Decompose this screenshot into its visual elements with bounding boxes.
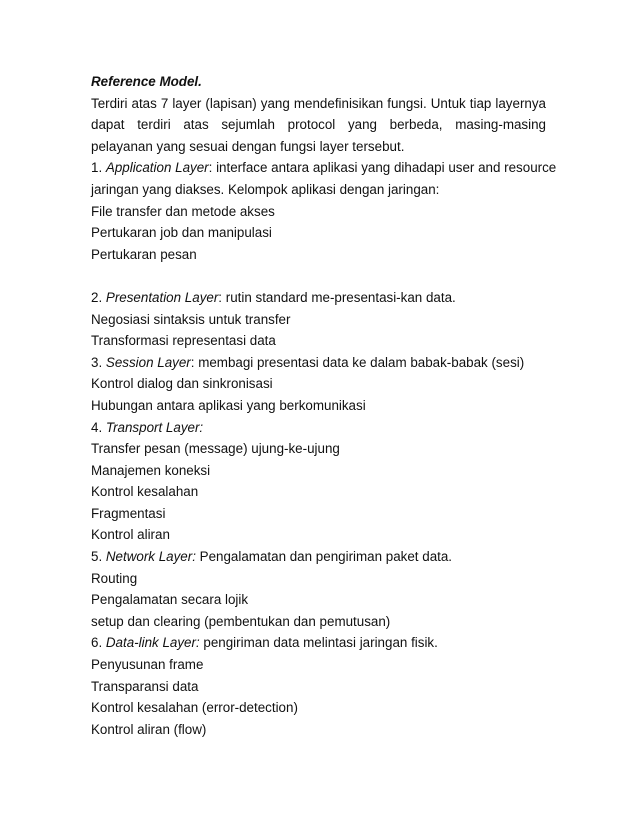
layer-heading-network [91, 546, 546, 568]
layer-description-continuation: jaringan yang diakses. Kelompok aplikasi dengan jaringan: [91, 181, 440, 197]
layer-description: : rutin standard me-presentasi-kan data. [218, 289, 456, 305]
list-item: Routing [91, 570, 138, 586]
layer-heading-application [91, 157, 557, 179]
layer-name: Presentation Layer [105, 289, 219, 305]
layer-heading-session [91, 352, 546, 374]
list-item: Transfer pesan (message) ujung-ke-ujung [91, 441, 340, 457]
list-item: Penyusunan frame [91, 657, 204, 673]
layer-name: Data-link Layer: [105, 635, 200, 651]
layer-name: Session Layer [105, 354, 191, 370]
layer-number: 2. [91, 289, 106, 305]
layer-number: 3. [91, 354, 106, 370]
list-item: Transformasi representasi data [91, 333, 276, 349]
list-item: Pertukaran pesan [91, 246, 197, 262]
layer-description: pengiriman data melintasi jaringan fisik. [199, 635, 438, 651]
layer-name: Application Layer [105, 160, 209, 176]
layer-name: Transport Layer: [105, 419, 204, 435]
list-item: Manajemen koneksi [91, 462, 211, 478]
layer-heading-presentation [91, 287, 546, 309]
layer-number: 4. [91, 419, 106, 435]
layer-number: 1. [91, 160, 106, 176]
layer-description: : interface antara aplikasi yang dihadapi user and resource [208, 160, 557, 176]
layer-heading-data-link [91, 632, 546, 654]
list-item: Kontrol aliran [91, 527, 170, 543]
document-body [91, 71, 557, 740]
list-item: Hubungan antara aplikasi yang berkomunikasi [91, 397, 366, 413]
layer-description: : membagi presentasi data ke dalam babak-babak (sesi) [190, 354, 525, 370]
list-item: Pertukaran job dan manipulasi [91, 225, 272, 241]
document-title: Reference Model. [91, 74, 202, 89]
intro-line-3: pelayanan yang sesuai dengan fungsi layer tersebut. [91, 138, 405, 154]
list-item: Kontrol kesalahan [91, 484, 199, 500]
layer-name: Network Layer: [105, 549, 196, 565]
list-item: Negosiasi sintaksis untuk transfer [91, 311, 291, 327]
intro-line-2: dapat terdiri atas sejumlah protocol yang berbeda, masing-masing [91, 117, 546, 133]
layer-number: 5. [91, 549, 106, 565]
list-item: setup dan clearing (pembentukan dan pemutusan) [91, 613, 391, 629]
list-item: Pengalamatan secara lojik [91, 592, 249, 608]
paragraph-gap [91, 265, 546, 287]
list-item: Transparansi data [91, 678, 199, 694]
list-item: File transfer dan metode akses [91, 203, 275, 219]
layer-description: Pengalamatan dan pengiriman paket data. [195, 549, 453, 565]
list-item: Fragmentasi [91, 505, 166, 521]
list-item: Kontrol dialog dan sinkronisasi [91, 376, 273, 392]
layer-number: 6. [91, 635, 106, 651]
list-item: Kontrol aliran (flow) [91, 721, 207, 737]
list-item: Kontrol kesalahan (error-detection) [91, 700, 298, 716]
layer-heading-transport [91, 417, 546, 439]
intro-line-1: Terdiri atas 7 layer (lapisan) yang mendefinisikan fungsi. Untuk tiap layernya [91, 95, 546, 111]
